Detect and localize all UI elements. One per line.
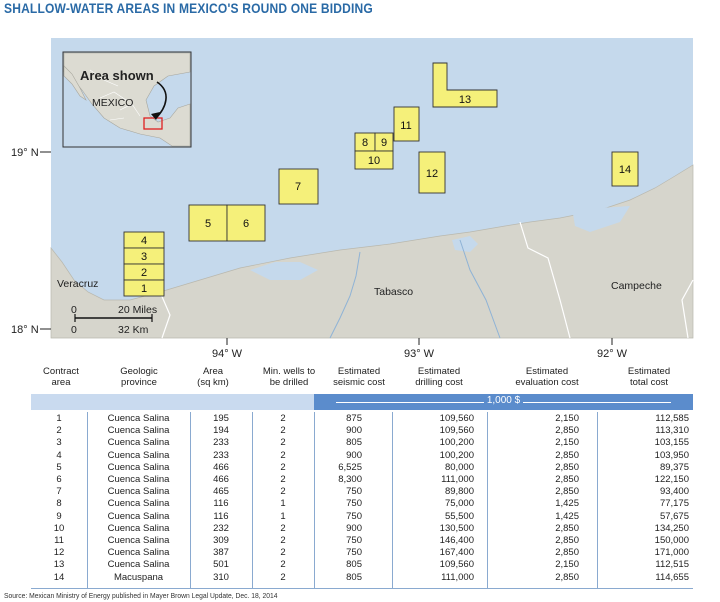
place-veracruz: Veracruz (57, 278, 99, 290)
cell-seismic: 750 (346, 498, 362, 510)
cell-seismic: 805 (346, 437, 362, 449)
block-label-14: 14 (618, 164, 632, 176)
scale-mi-label: 20 Miles (118, 304, 158, 316)
cell-evaluation: 2,850 (555, 547, 579, 559)
cell-province: Macuspana (113, 571, 164, 583)
table-row (31, 572, 693, 584)
lat-19n: 19° N (11, 147, 39, 159)
cell-area: 10 (53, 522, 65, 534)
cell-seismic: 6,525 (338, 461, 362, 473)
source-note: Source: Mexican Ministry of Energy published in Mayer Brown Legal Update, Dec. 18, 2014 (4, 591, 278, 600)
block-label-3: 3 (140, 251, 148, 263)
block-label-7: 7 (294, 181, 302, 193)
header-geologic-province: Geologic province (120, 366, 158, 388)
cell-province: Cuenca Salina (107, 547, 170, 559)
cell-total: 93,400 (659, 486, 689, 498)
block-label-12: 12 (425, 168, 439, 180)
scale-mi-zero: 0 (71, 304, 77, 316)
lat-18n: 18° N (11, 324, 39, 336)
cell-sqkm: 387 (213, 547, 229, 559)
cell-evaluation: 1,425 (555, 498, 579, 510)
cell-province: Cuenca Salina (107, 510, 170, 522)
table-row (31, 547, 693, 559)
cell-total: 57,675 (659, 510, 689, 522)
cell-wells: 2 (280, 449, 286, 461)
cell-seismic: 750 (346, 486, 362, 498)
cell-evaluation: 2,150 (555, 437, 579, 449)
cell-drilling: 146,400 (439, 535, 474, 546)
cell-area: 4 (56, 449, 62, 461)
cell-area: 6 (56, 474, 62, 485)
table-row (31, 425, 693, 437)
cell-province: Cuenca Salina (107, 425, 170, 437)
cell-sqkm: 466 (213, 474, 229, 485)
cell-province: Cuenca Salina (107, 461, 170, 473)
inset-area-shown: Area shown (80, 68, 154, 83)
cell-evaluation: 2,850 (555, 522, 579, 534)
cell-wells: 2 (280, 413, 286, 424)
cell-evaluation: 2,850 (555, 449, 579, 461)
cell-drilling: 111,000 (441, 571, 474, 583)
lon-92w: 92° W (596, 348, 628, 360)
lon-94w: 94° W (211, 348, 243, 360)
cell-drilling: 130,500 (439, 522, 474, 534)
inset-country-label: MEXICO (92, 97, 134, 109)
cell-seismic: 900 (346, 425, 362, 437)
cell-sqkm: 309 (213, 535, 229, 546)
cell-sqkm: 233 (213, 449, 229, 461)
cell-wells: 2 (280, 547, 286, 559)
table-bottom-rule (31, 588, 693, 589)
cell-sqkm: 232 (213, 522, 229, 534)
cell-total: 113,310 (655, 425, 689, 437)
cell-drilling: 89,800 (444, 486, 474, 498)
header-area-sqkm: Area (sq km) (197, 366, 229, 388)
table-row (31, 437, 693, 449)
cell-province: Cuenca Salina (107, 449, 170, 461)
cell-sqkm: 465 (213, 486, 229, 498)
table-row (31, 462, 693, 474)
cell-seismic: 750 (346, 510, 362, 522)
cell-drilling: 109,560 (439, 559, 474, 571)
cell-area: 12 (53, 547, 65, 559)
figure-title: SHALLOW-WATER AREAS IN MEXICO'S ROUND ONE BIDDING (4, 0, 373, 16)
cell-evaluation: 1,425 (555, 510, 579, 522)
cell-province: Cuenca Salina (107, 559, 170, 571)
cell-wells: 1 (280, 498, 286, 510)
cell-evaluation: 2,850 (555, 425, 579, 437)
header-drilling-cost: Estimated drilling cost (415, 366, 463, 388)
cell-province: Cuenca Salina (107, 486, 170, 498)
scale-km-label: 32 Km (118, 324, 149, 336)
cell-drilling: 100,200 (439, 437, 474, 449)
cell-wells: 1 (280, 510, 286, 522)
cell-sqkm: 195 (213, 413, 229, 424)
table-row (31, 450, 693, 462)
cell-wells: 2 (280, 474, 286, 485)
cell-drilling: 80,000 (444, 461, 474, 473)
scale-km-zero: 0 (71, 324, 77, 336)
cell-sqkm: 501 (213, 559, 229, 571)
cell-wells: 2 (280, 535, 286, 546)
cell-evaluation: 2,850 (555, 571, 579, 583)
cell-area: 3 (56, 437, 62, 449)
cell-seismic: 900 (346, 449, 362, 461)
unit-label: 1,000 $ (484, 395, 523, 406)
block-label-6: 6 (242, 218, 250, 230)
header-seismic-cost: Estimated seismic cost (333, 366, 385, 388)
cell-total: 103,155 (654, 437, 689, 449)
cell-area: 14 (53, 571, 65, 583)
cell-area: 9 (56, 510, 62, 522)
block-label-10: 10 (367, 155, 381, 167)
cell-wells: 2 (280, 571, 286, 583)
cell-sqkm: 194 (213, 425, 229, 437)
cell-total: 89,375 (659, 461, 689, 473)
cell-drilling: 111,000 (441, 474, 474, 485)
table-body (31, 412, 693, 588)
cell-total: 77,175 (659, 498, 689, 510)
cell-seismic: 875 (346, 413, 362, 424)
cell-seismic: 8,300 (338, 474, 362, 485)
cell-total: 103,950 (654, 449, 689, 461)
cell-evaluation: 2,150 (555, 559, 579, 571)
table-row (31, 511, 693, 523)
block-label-13: 13 (458, 94, 472, 106)
table-row (31, 498, 693, 510)
lon-93w: 93° W (403, 348, 435, 360)
cell-area: 2 (56, 425, 62, 437)
table-row (31, 535, 693, 547)
cell-seismic: 805 (346, 559, 362, 571)
block-label-2: 2 (140, 267, 148, 279)
inset-map (63, 52, 191, 147)
place-tabasco: Tabasco (374, 286, 414, 298)
cell-wells: 2 (280, 559, 286, 571)
table-row (31, 486, 693, 498)
unit-band (314, 394, 693, 410)
table-row (31, 559, 693, 571)
cell-area: 13 (53, 559, 65, 571)
header-min-wells: Min. wells to be drilled (262, 366, 316, 388)
cell-province: Cuenca Salina (107, 474, 170, 485)
header-total-cost: Estimated total cost (627, 366, 671, 388)
block-label-8: 8 (361, 137, 369, 149)
cell-seismic: 750 (346, 535, 362, 546)
cell-evaluation: 2,850 (555, 461, 579, 473)
cell-total: 112,515 (655, 559, 689, 571)
cell-drilling: 100,200 (439, 449, 474, 461)
cell-wells: 2 (280, 461, 286, 473)
cell-province: Cuenca Salina (107, 535, 170, 546)
cell-evaluation: 2,850 (555, 474, 579, 485)
cell-province: Cuenca Salina (107, 522, 170, 534)
cell-seismic: 750 (346, 547, 362, 559)
cell-total: 150,000 (654, 535, 689, 546)
cell-evaluation: 2,150 (555, 413, 579, 424)
cell-wells: 2 (280, 522, 286, 534)
cell-drilling: 109,560 (439, 425, 474, 437)
cell-evaluation: 2,850 (555, 535, 579, 546)
cell-sqkm: 116 (213, 510, 229, 522)
cell-total: 112,585 (655, 413, 689, 424)
cell-drilling: 109,560 (439, 413, 474, 424)
cell-sqkm: 310 (213, 571, 229, 583)
block-label-1: 1 (140, 283, 148, 295)
cell-total: 171,000 (654, 547, 689, 559)
cell-total: 114,655 (655, 571, 689, 583)
block-label-4: 4 (140, 235, 148, 247)
cell-wells: 2 (280, 437, 286, 449)
cell-wells: 2 (280, 425, 286, 437)
header-evaluation-cost: Estimated evaluation cost (515, 366, 579, 388)
cell-drilling: 55,500 (444, 510, 474, 522)
cell-sqkm: 466 (213, 461, 229, 473)
cell-province: Cuenca Salina (107, 437, 170, 449)
cell-seismic: 900 (346, 522, 362, 534)
table-row (31, 523, 693, 535)
cell-evaluation: 2,850 (555, 486, 579, 498)
cell-total: 122,150 (654, 474, 689, 485)
place-campeche: Campeche (611, 280, 662, 292)
cell-area: 8 (56, 498, 62, 510)
table-header (0, 366, 720, 392)
cell-province: Cuenca Salina (107, 498, 170, 510)
block-label-9: 9 (380, 137, 388, 149)
cell-drilling: 167,400 (439, 547, 474, 559)
table-row (31, 413, 693, 425)
header-contract-area: Contract area (43, 366, 79, 388)
block-label-5: 5 (204, 218, 212, 230)
cell-area: 5 (56, 461, 62, 473)
cell-sqkm: 233 (213, 437, 229, 449)
cell-total: 134,250 (654, 522, 689, 534)
cell-drilling: 75,000 (444, 498, 474, 510)
cell-area: 11 (54, 535, 64, 546)
block-label-11: 11 (400, 120, 412, 132)
cell-province: Cuenca Salina (107, 413, 170, 424)
cell-wells: 2 (280, 486, 286, 498)
cell-area: 1 (56, 413, 62, 424)
table-row (31, 474, 693, 486)
cell-seismic: 805 (346, 571, 362, 583)
cell-sqkm: 116 (213, 498, 229, 510)
cell-area: 7 (56, 486, 62, 498)
